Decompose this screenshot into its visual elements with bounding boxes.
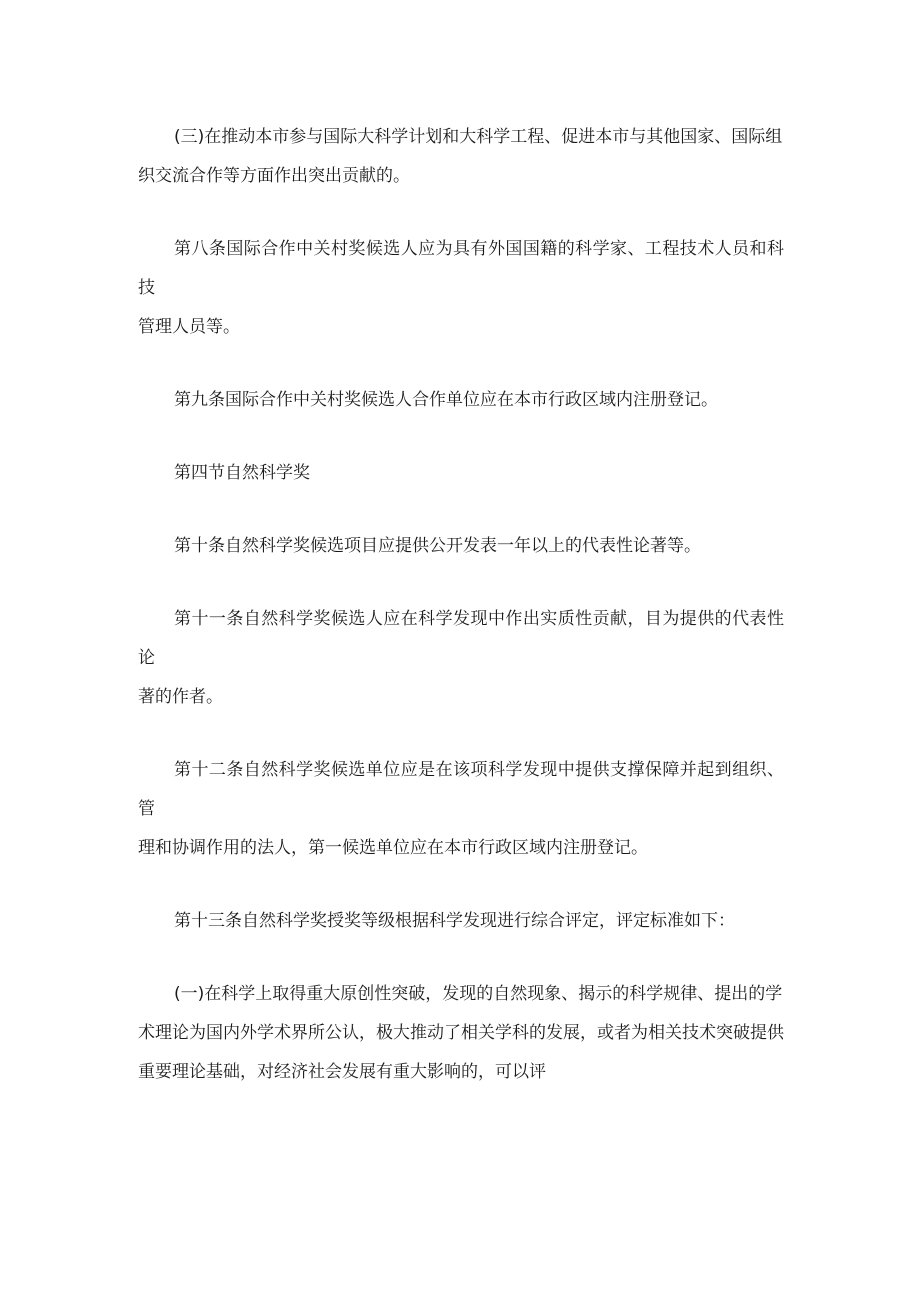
paragraph-article-9 xyxy=(138,381,784,420)
text-line: 第十条自然科学奖候选项目应提供公开发表一年以上的代表性论著等。 xyxy=(174,536,701,556)
text-line: 著的作者。 xyxy=(138,687,223,707)
text-line: 第十三条自然科学奖授奖等级根据科学发现进行综合评定，评定标准如下： xyxy=(174,911,735,931)
text-line: (一)在科学上取得重大原创性突破，发现的自然现象、揭示的科学规律、提出的学 xyxy=(174,984,783,1004)
text-line: 第四节自然科学奖 xyxy=(174,463,310,483)
document-body xyxy=(138,118,784,1092)
paragraph-article-7-item-3 xyxy=(138,118,784,196)
text-line: 理和协调作用的法人，第一候选单位应在本市行政区域内注册登记。 xyxy=(138,838,648,858)
paragraph-article-13 xyxy=(138,902,784,941)
paragraph-article-11 xyxy=(138,600,784,717)
paragraph-article-13-item-1 xyxy=(138,975,784,1092)
text-line: 管理人员等。 xyxy=(138,317,240,337)
text-line: 第八条国际合作中关村奖候选人应为具有外国国籍的科学家、工程技术人员和科技 xyxy=(138,239,784,298)
paragraph-article-8 xyxy=(138,230,784,347)
paragraph-article-10 xyxy=(138,527,784,566)
text-line: 重要理论基础，对经济社会发展有重大影响的，可以评 xyxy=(138,1062,546,1082)
paragraph-article-12 xyxy=(138,751,784,868)
text-line: (三)在推动本市参与国际大科学计划和大科学工程、促进本市与其他国家、国际组 xyxy=(174,127,783,147)
text-line: 织交流合作等方面作出突出贡献的。 xyxy=(138,166,410,186)
text-line: 第九条国际合作中关村奖候选人合作单位应在本市行政区域内注册登记。 xyxy=(174,390,718,410)
text-line: 术理论为国内外学术界所公认，极大推动了相关学科的发展，或者为相关技术突破提供 xyxy=(138,1023,784,1043)
text-line: 第十二条自然科学奖候选单位应是在该项科学发现中提供支撑保障并起到组织、管 xyxy=(138,760,784,819)
section-heading-natural-science-award xyxy=(138,454,784,493)
text-line: 第十一条自然科学奖候选人应在科学发现中作出实质性贡献，目为提供的代表性论 xyxy=(138,609,784,668)
